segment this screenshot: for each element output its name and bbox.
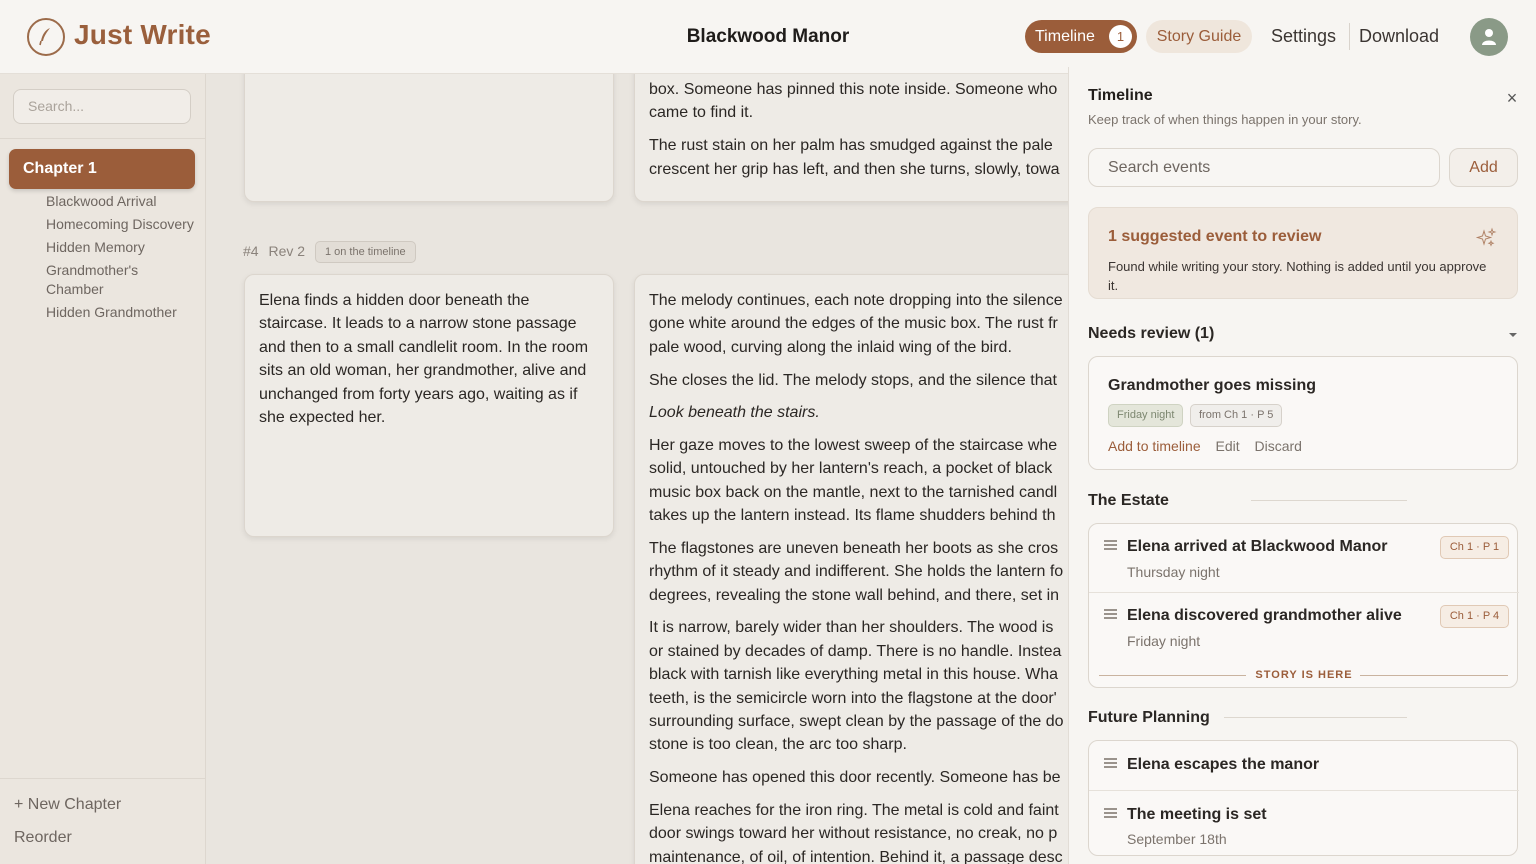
prose-line: music box back on the mantle, next to the tarnished candl	[649, 483, 1058, 501]
estate-events-card	[1088, 523, 1518, 688]
prose-line: crescent her grip has left, and then she turns, slowly, towa	[649, 160, 1060, 178]
timeline-button-label: Timeline	[1035, 28, 1095, 45]
scene-item[interactable]: Homecoming Discovery	[46, 216, 194, 232]
prose-line: black with tarnish like everything metal in this house. Wha	[649, 666, 1059, 684]
event-title: The meeting is set	[1127, 806, 1267, 823]
timeline-count-badge: 1	[1109, 25, 1132, 48]
scene-item[interactable]: Hidden Memory	[46, 239, 145, 255]
prose-line: The melody continues, each note dropping into the silence	[649, 292, 1063, 309]
prose-paragraph[interactable]	[649, 799, 1068, 864]
add-event-button[interactable]: Add	[1449, 148, 1518, 187]
scene-list	[46, 192, 196, 326]
prose-text[interactable]	[649, 289, 1068, 864]
scene-item[interactable]: Blackwood Arrival	[46, 193, 157, 209]
chevron-down-icon[interactable]	[1509, 333, 1517, 337]
prose-line: maintenance, of oil, of intention. Behind it, a passage desc	[649, 848, 1063, 864]
prose-line: takes up the lantern instead. Its flame shudders behind th	[649, 507, 1056, 525]
event-time: September 18th	[1127, 831, 1227, 847]
prose-line: surrounding surface, swept clean by the passage of the do	[649, 712, 1064, 730]
brand-name[interactable]: Just Write	[74, 19, 211, 50]
event-title: Elena discovered grandmother alive	[1127, 607, 1402, 624]
prose-line: door swings toward her without resistance, no creak, no p	[649, 825, 1058, 843]
chapter-ref-badge[interactable]: Ch 1 · P 4	[1440, 605, 1509, 628]
suggestion-text: Found while writing your story. Nothing is added until you approve it.	[1108, 259, 1487, 293]
section-heading-future: Future Planning	[1088, 709, 1210, 726]
add-to-timeline-button[interactable]: Add to timeline	[1108, 438, 1201, 454]
prose-line: Elena reaches for the iron ring. The metal is cold and faint	[649, 801, 1059, 819]
settings-link[interactable]: Settings	[1271, 26, 1337, 46]
prose-line: The rust stain on her palm has smudged against the pale	[649, 137, 1053, 155]
reorder-button[interactable]: Reorder	[14, 829, 72, 846]
suggestion-title: 1 suggested event to review	[1108, 228, 1322, 245]
prose-line: pale wood, curving along the inlaid wing of the bird.	[649, 338, 1012, 356]
prose-line: came to find it.	[649, 104, 754, 122]
block-meta	[243, 241, 422, 263]
drag-handle-icon[interactable]	[1104, 609, 1117, 619]
prose-line: box. Someone has pinned this note inside. Someone who	[649, 81, 1058, 98]
story-guide-button[interactable]: Story Guide	[1146, 20, 1252, 53]
prose-paragraph[interactable]	[649, 289, 1068, 359]
timeline-event[interactable]	[1089, 791, 1519, 851]
section-divider	[1251, 500, 1407, 501]
nav-divider	[1349, 23, 1350, 50]
chapter-item-1[interactable]: Chapter 1	[9, 149, 195, 189]
editor-canvas	[206, 74, 1068, 864]
prose-line: Her gaze moves to the lowest sweep of the staircase whe	[649, 436, 1058, 454]
story-position-marker	[1089, 669, 1519, 679]
timeline-panel	[1068, 67, 1536, 864]
prose-card[interactable]	[634, 274, 1068, 864]
prose-line: teeth, is the semicircle worn into the flagstone at the door'	[649, 689, 1057, 707]
prose-line: stone is too clean, the arc too sharp.	[649, 736, 907, 754]
prose-line: The flagstones are uneven beneath her boots as she cros	[649, 539, 1059, 557]
user-avatar[interactable]	[1470, 18, 1508, 56]
section-heading-estate: The Estate	[1088, 492, 1169, 509]
prose-line: gone white around the edges of the music box. The rust fr	[649, 315, 1058, 333]
time-chip: Friday night	[1108, 404, 1183, 427]
discard-button[interactable]: Discard	[1254, 438, 1302, 454]
chapter-ref-badge[interactable]: Ch 1 · P 1	[1440, 536, 1509, 559]
scene-item[interactable]: Grandmother's Chamber	[46, 262, 139, 297]
app-header	[0, 0, 1536, 74]
summary-text[interactable]: Elena finds a hidden door beneath the staircase. It leads to a narrow stone passage and then to a small candlelit room. In the room sits an old woman, her grandmother, alive and unchanged from forty years ago, waiting as if she expected her.	[259, 292, 589, 427]
section-divider	[1224, 717, 1407, 718]
sidebar-footer-divider	[0, 778, 205, 779]
event-search-input[interactable]: Search events	[1088, 148, 1440, 187]
timeline-event[interactable]	[1089, 524, 1519, 584]
drag-handle-icon[interactable]	[1104, 808, 1117, 818]
needs-review-heading[interactable]: Needs review (1)	[1088, 325, 1215, 342]
summary-card[interactable]	[244, 74, 614, 202]
review-event-card	[1088, 356, 1518, 470]
download-link[interactable]: Download	[1359, 26, 1440, 46]
timeline-button[interactable]	[1025, 20, 1137, 53]
prose-line: Look beneath the stairs.	[649, 404, 820, 422]
panel-title: Timeline	[1088, 87, 1153, 104]
block-id: #4	[243, 242, 259, 259]
timeline-tag[interactable]: 1 on the timeline	[315, 241, 416, 263]
quill-logo-icon	[27, 18, 65, 56]
event-title: Elena escapes the manor	[1127, 756, 1320, 773]
scene-item[interactable]: Hidden Grandmother	[46, 304, 177, 320]
prose-paragraph[interactable]	[649, 766, 1068, 789]
chapter-sidebar	[0, 74, 206, 864]
sidebar-divider	[0, 138, 205, 139]
prose-paragraph[interactable]	[649, 401, 1068, 424]
user-icon	[1481, 28, 1497, 46]
review-actions	[1108, 438, 1313, 454]
event-time: Thursday night	[1127, 564, 1220, 580]
drag-handle-icon[interactable]	[1104, 540, 1117, 550]
event-time: Friday night	[1127, 633, 1201, 649]
prose-paragraph[interactable]	[649, 434, 1068, 528]
sparkle-icon	[1475, 227, 1497, 249]
close-icon[interactable]: ×	[1506, 88, 1518, 108]
suggestion-banner	[1088, 207, 1518, 299]
timeline-event[interactable]	[1089, 741, 1519, 789]
event-title: Elena arrived at Blackwood Manor	[1127, 538, 1388, 555]
prose-paragraph[interactable]	[649, 369, 1068, 392]
prose-line: It is narrow, barely wider than her shoulders. The wood is	[649, 619, 1054, 637]
edit-button[interactable]: Edit	[1215, 438, 1240, 454]
future-events-card	[1088, 740, 1518, 856]
sidebar-search-input[interactable]: Search...	[13, 89, 191, 124]
prose-text[interactable]	[649, 78, 1068, 181]
prose-line: Someone has opened this door recently. Someone has be	[649, 769, 1061, 787]
timeline-event[interactable]	[1089, 593, 1519, 653]
story-marker-label: STORY IS HERE	[1255, 669, 1353, 681]
marker-line	[1360, 675, 1508, 676]
document-title: Blackwood Manor	[686, 26, 850, 47]
review-event-title: Grandmother goes missing	[1108, 377, 1317, 394]
new-chapter-button[interactable]: + New Chapter	[14, 796, 122, 813]
prose-line: or stained by decades of damp. There is no handle. Instea	[649, 642, 1062, 660]
block-revision[interactable]: Rev 2	[268, 242, 306, 259]
prose-line: degrees, revealing the stone wall behind, and there, set in	[649, 586, 1060, 604]
prose-line: solid, untouched by her lantern's reach, a pocket of black	[649, 460, 1053, 478]
source-chip[interactable]: from Ch 1 · P 5	[1190, 404, 1282, 427]
summary-card[interactable]	[244, 274, 614, 537]
prose-line: rhythm of it steady and indifferent. She holds the lantern fo	[649, 563, 1064, 581]
panel-subtitle: Keep track of when things happen in your story.	[1088, 112, 1362, 127]
drag-handle-icon[interactable]	[1104, 758, 1117, 768]
prose-paragraph[interactable]	[649, 537, 1068, 607]
prose-paragraph[interactable]	[649, 616, 1068, 756]
prose-line: She closes the lid. The melody stops, and the silence that	[649, 371, 1057, 389]
prose-card[interactable]	[634, 74, 1068, 202]
